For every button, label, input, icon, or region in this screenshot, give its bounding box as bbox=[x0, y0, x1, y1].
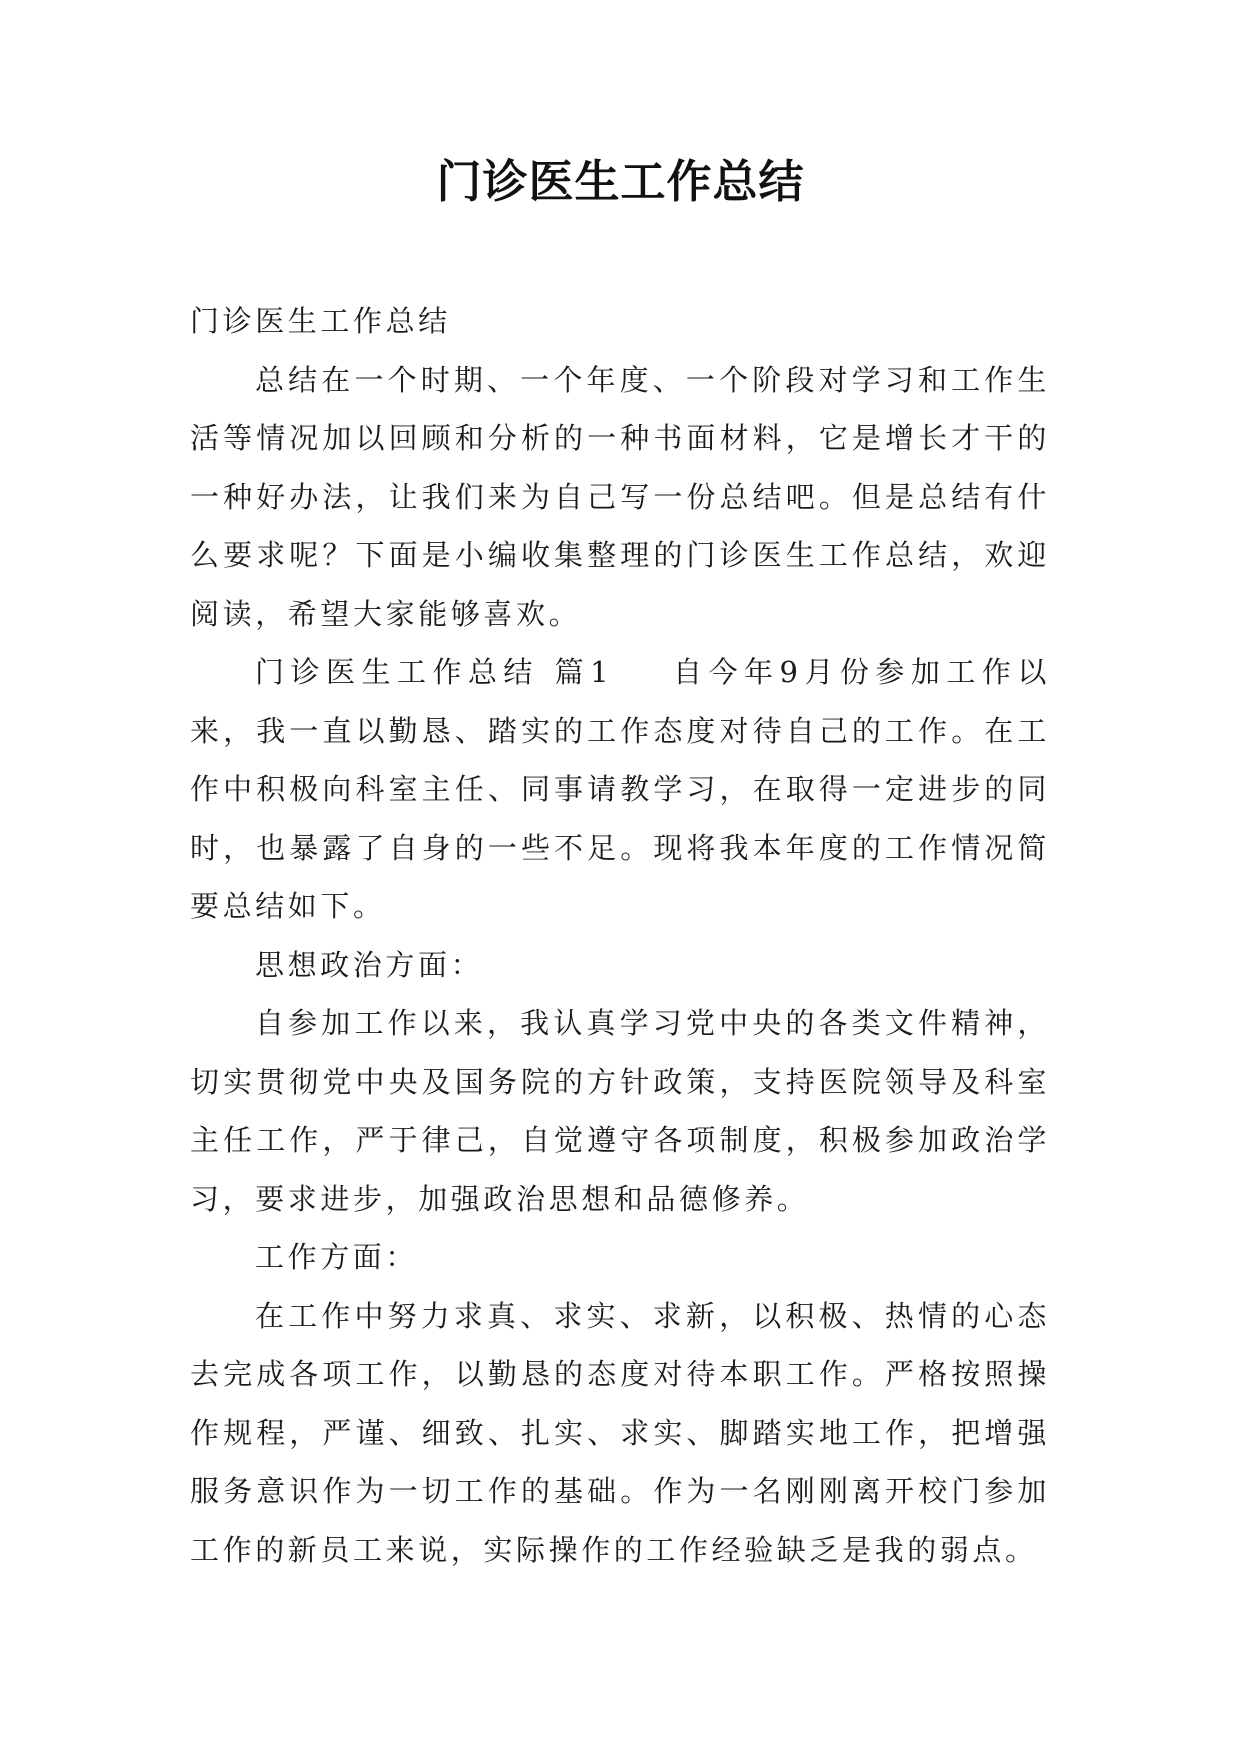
chapter-paragraph bbox=[190, 643, 1050, 936]
work-paragraph: 在工作中努力求真、求实、求新，以积极、热情的心态去完成各项工作，以勤恳的态度对待本职工作。严格按照操作规程，严谨、细致、扎实、求实、脚踏实地工作，把增强服务意识作为一切工作的基础。作为一名刚刚离开校门参加工作的新员工来说，实际操作的工作经验缺乏是我的弱点。 bbox=[190, 1298, 1050, 1567]
document-body bbox=[190, 292, 1050, 1579]
chapter-heading: 门诊医生工作总结 篇1 bbox=[255, 655, 613, 689]
chapter-body: 自今年9月份参加工作以来，我一直以勤恳、踏实的工作态度对待自己的工作。在工作中积极向科室主任、同事请教学习，在取得一定进步的同时，也暴露了自身的一些不足。现将我本年度的工作情况简要总结如下。 bbox=[190, 655, 1050, 923]
document-title: 门诊医生工作总结 bbox=[436, 155, 805, 208]
political-heading: 思想政治方面： bbox=[255, 947, 484, 982]
work-heading: 工作方面： bbox=[255, 1240, 419, 1274]
document-subtitle: 门诊医生工作总结 bbox=[190, 304, 451, 338]
intro-paragraph: 总结在一个时期、一个年度、一个阶段对学习和工作生活等情况加以回顾和分析的一种书面材料，它是增长才干的一种好办法，让我们来为自己写一份总结吧。但是总结有什么要求呢？下面是小编收集整理的门诊医生工作总结，欢迎阅读，希望大家能够喜欢。 bbox=[190, 362, 1050, 631]
political-paragraph: 自参加工作以来，我认真学习党中央的各类文件精神，切实贯彻党中央及国务院的方针政策，支持医院领导及科室主任工作，严于律己，自觉遵守各项制度，积极参加政治学习，要求进步，加强政治思想和品德修养。 bbox=[190, 1006, 1050, 1216]
